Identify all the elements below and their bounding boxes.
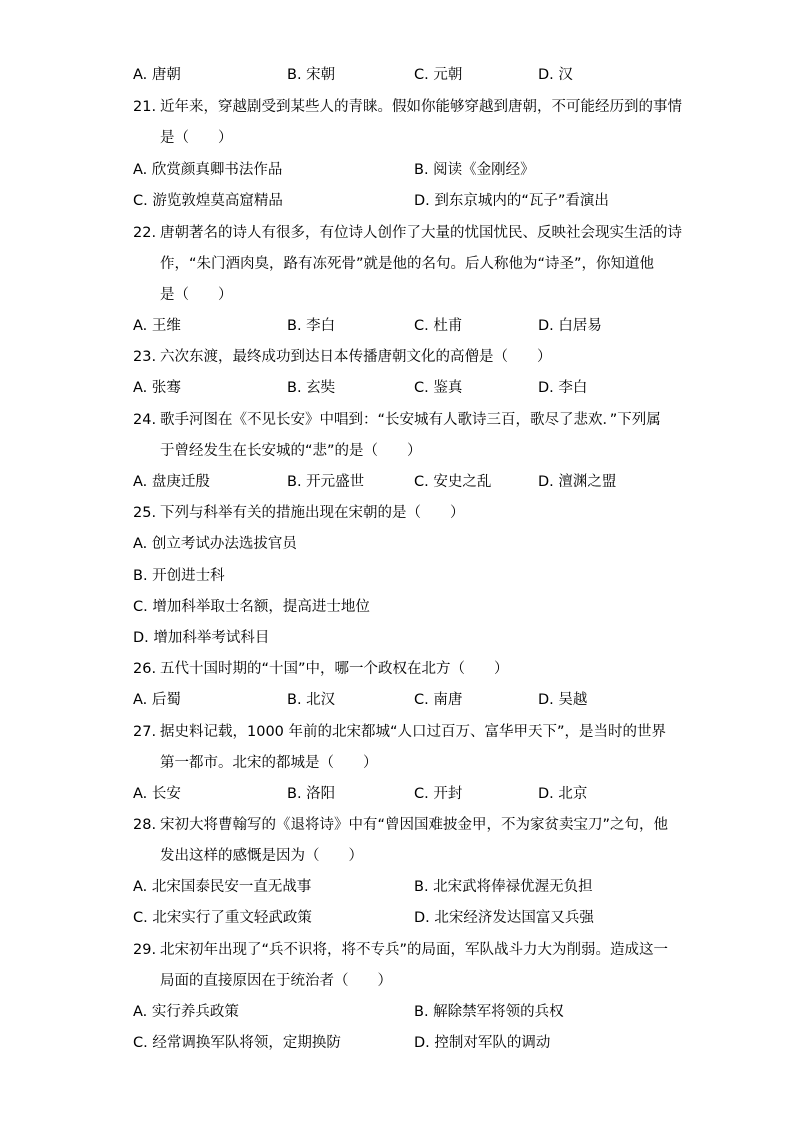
q29-option-b: B. 解除禁军将领的兵权 xyxy=(414,1004,564,1020)
q20-option-a: A. 唐朝 xyxy=(133,67,181,83)
q21-option-a: A. 欣赏颜真卿书法作品 xyxy=(133,162,283,178)
q25-stem-line-1: 下列与科举有关的措施出现在宋朝的是（ ） xyxy=(160,505,465,521)
q26-number: 26. xyxy=(133,661,157,677)
q24-stem-line-1: 歌手河图在《不见长安》中唱到：“长安城有人歌诗三百，歌尽了悲欢．”下列属 xyxy=(160,412,661,428)
q28-option-c: C. 北宋实行了重文轻武政策 xyxy=(133,910,312,926)
q28-option-b: B. 北宋武将俸禄优渥无负担 xyxy=(414,879,593,895)
q27-stem-line-1: 据史料记载，1000 年前的北宋都城“人口过百万、富华甲天下”，是当时的世界 xyxy=(160,724,667,740)
q25-number: 25. xyxy=(133,505,157,521)
q27-option-c: C. 开封 xyxy=(414,786,463,802)
q22-stem-line-3: 是（ ） xyxy=(160,287,233,303)
q29-option-c: C. 经常调换军队将领，定期换防 xyxy=(133,1035,341,1051)
q27-number: 27. xyxy=(133,724,157,740)
q28-stem-line-2: 发出这样的感慨是因为（ ） xyxy=(160,848,363,864)
q29-stem-line-1: 北宋初年出现了“兵不识将，将不专兵”的局面，军队战斗力大为削弱。造成这一 xyxy=(160,942,669,958)
q22-option-d: D. 白居易 xyxy=(538,318,602,334)
q22-option-b: B. 李白 xyxy=(287,318,336,334)
q28-number: 28. xyxy=(133,817,157,833)
q21-stem-line-1: 近年来，穿越剧受到某些人的青睐。假如你能够穿越到唐朝，不可能经历到的事情 xyxy=(160,99,682,115)
q21-option-b: B. 阅读《金刚经》 xyxy=(414,162,535,178)
q22-number: 22. xyxy=(133,225,157,241)
q21-number: 21. xyxy=(133,99,157,115)
q20-option-b: B. 宋朝 xyxy=(287,67,336,83)
q22-stem-line-2: 作，“朱门酒肉臭，路有冻死骨”就是他的名句。后人称他为“诗圣”，你知道他 xyxy=(160,256,655,272)
q26-option-d: D. 吴越 xyxy=(538,692,588,708)
q24-option-b: B. 开元盛世 xyxy=(287,474,365,490)
q24-option-c: C. 安史之乱 xyxy=(414,474,492,490)
q23-stem-line-1: 六次东渡，最终成功到达日本传播唐朝文化的高僧是（ ） xyxy=(160,349,552,365)
q20-option-c: C. 元朝 xyxy=(414,67,463,83)
q23-option-c: C. 鉴真 xyxy=(414,380,463,396)
q23-number: 23. xyxy=(133,349,157,365)
q24-number: 24. xyxy=(133,412,157,428)
q28-stem-line-1: 宋初大将曹翰写的《退将诗》中有“曾因国难披金甲，不为家贫卖宝刀”之句，他 xyxy=(160,817,669,833)
q24-stem-line-2: 于曾经发生在长安城的“悲”的是（ ） xyxy=(160,443,422,459)
q27-option-a: A. 长安 xyxy=(133,786,181,802)
q29-number: 29. xyxy=(133,942,157,958)
q25-option-c: C. 增加科举取士名额，提高进士地位 xyxy=(133,599,370,615)
q27-option-b: B. 洛阳 xyxy=(287,786,336,802)
q29-stem-line-2: 局面的直接原因在于统治者（ ） xyxy=(160,973,392,989)
q29-option-d: D. 控制对军队的调动 xyxy=(414,1035,551,1051)
q22-stem-line-1: 唐朝著名的诗人有很多，有位诗人创作了大量的忧国忧民、反映社会现实生活的诗 xyxy=(160,225,682,241)
q25-option-a: A. 创立考试办法选拔官员 xyxy=(133,536,297,552)
q26-stem-line-1: 五代十国时期的“十国”中，哪一个政权在北方（ ） xyxy=(160,661,509,677)
q23-option-b: B. 玄奘 xyxy=(287,380,336,396)
q25-option-b: B. 开创进士科 xyxy=(133,568,225,584)
q26-option-a: A. 后蜀 xyxy=(133,692,181,708)
q26-option-c: C. 南唐 xyxy=(414,692,463,708)
q21-stem-line-2: 是（ ） xyxy=(160,130,233,146)
q29-option-a: A. 实行养兵政策 xyxy=(133,1004,239,1020)
q28-option-d: D. 北宋经济发达国富又兵强 xyxy=(414,910,594,926)
q27-stem-line-2: 第一都市。北宋的都城是（ ） xyxy=(160,755,378,771)
q21-option-c: C. 游览敦煌莫高窟精品 xyxy=(133,193,283,209)
q28-option-a: A. 北宋国泰民安一直无战事 xyxy=(133,879,312,895)
q25-option-d: D. 增加科举考试科目 xyxy=(133,630,270,646)
q23-option-a: A. 张骞 xyxy=(133,380,181,396)
q24-option-d: D. 澶渊之盟 xyxy=(538,474,617,490)
q20-option-d: D. 汉 xyxy=(538,67,573,83)
q27-option-d: D. 北京 xyxy=(538,786,588,802)
q21-option-d: D. 到东京城内的“瓦子”看演出 xyxy=(414,193,609,209)
q22-option-a: A. 王维 xyxy=(133,318,181,334)
q24-option-a: A. 盘庚迁殷 xyxy=(133,474,210,490)
q22-option-c: C. 杜甫 xyxy=(414,318,463,334)
q23-option-d: D. 李白 xyxy=(538,380,588,396)
q26-option-b: B. 北汉 xyxy=(287,692,336,708)
